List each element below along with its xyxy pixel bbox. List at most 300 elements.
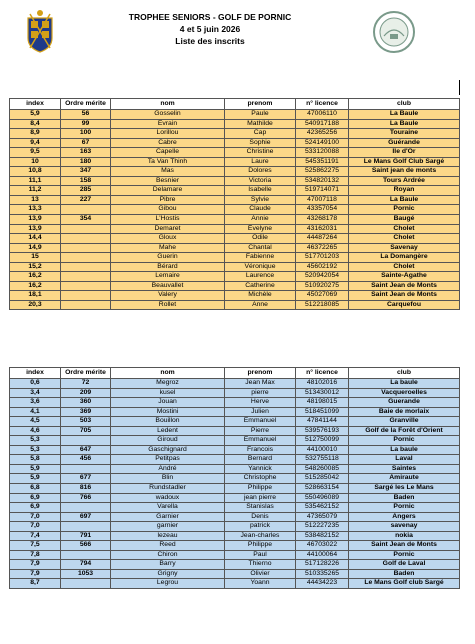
table-row [10,300,460,310]
merit-cell: 369 [61,407,111,417]
index-cell: 3,4 [10,388,61,398]
page-subtitle: Liste des inscrits [175,36,245,46]
index-cell: 18,1 [10,291,61,301]
lastname-cell: Blin [111,474,225,484]
licence-cell: 520942054 [296,272,349,282]
firstname-cell: Fabienne [225,253,296,263]
index-cell: 13 [10,195,61,205]
table-row [10,234,460,244]
column-header-licence: n° licence [296,368,349,379]
licence-cell: 44434223 [296,579,349,589]
club-cell: Saintes [349,464,460,474]
index-cell: 9,5 [10,148,61,158]
club-cell: Baie de morlaix [349,407,460,417]
table-row [10,176,460,186]
licence-cell: 46703022 [296,541,349,551]
association-logo [12,4,68,66]
club-cell: Laval [349,455,460,465]
lastname-cell: Ta Van Thinh [111,157,225,167]
club-cell: Cholet [349,224,460,234]
merit-cell: 285 [61,186,111,196]
table-row [10,291,460,301]
index-cell: 9,4 [10,138,61,148]
licence-cell: 43357054 [296,205,349,215]
licence-cell: 532755118 [296,455,349,465]
column-header-licence: n° licence [296,99,349,110]
page-header [0,0,475,80]
club-cell: Baden [349,493,460,503]
table-header-row [10,99,460,110]
merit-cell [61,436,111,446]
licence-cell: 44100010 [296,445,349,455]
firstname-cell: patrick [225,522,296,532]
licence-cell: 47006110 [296,110,349,120]
club-cell: Saint Jean de Monts [349,281,460,291]
table-row [10,484,460,494]
lastname-cell: Jouan [111,398,225,408]
club-cell: Saint Jean de Monts [349,541,460,551]
table-row [10,493,460,503]
column-header-firstname: prenom [225,99,296,110]
club-cell: Saint Jean de Monts [349,291,460,301]
index-cell: 8,4 [10,119,61,129]
lastname-cell: Legrou [111,579,225,589]
column-header-lastname: nom [111,99,225,110]
club-cell: Baugé [349,215,460,225]
lastname-cell: L'Hostis [111,215,225,225]
index-cell: 8,9 [10,129,61,139]
lastname-cell: Valery [111,291,225,301]
table-row [10,148,460,158]
licence-cell: 48102016 [296,379,349,389]
firstname-cell: Francois [225,445,296,455]
table-row [10,110,460,120]
index-cell: 7,9 [10,569,61,579]
index-cell: 4,5 [10,417,61,427]
merit-cell: 209 [61,388,111,398]
index-cell: 8,7 [10,579,61,589]
licence-cell: 548260085 [296,464,349,474]
club-cell: Guerande [349,398,460,408]
index-cell: 10,8 [10,167,61,177]
index-cell: 6,9 [10,493,61,503]
firstname-cell: Emmanuel [225,417,296,427]
club-cell: La Baule [349,119,460,129]
index-cell: 5,3 [10,436,61,446]
club-cell: Amiraute [349,474,460,484]
table-row [10,445,460,455]
licence-cell: 512750099 [296,436,349,446]
golf-course-logo [372,10,416,54]
index-cell: 6,8 [10,484,61,494]
column-header-merit: Ordre mérite [61,99,111,110]
club-cell: Cholet [349,262,460,272]
merit-cell [61,464,111,474]
merit-cell: 697 [61,512,111,522]
index-cell: 13,9 [10,215,61,225]
merit-cell [61,243,111,253]
club-cell: Ile d'Or [349,148,460,158]
merit-cell: 100 [61,129,111,139]
firstname-cell: Christophe [225,474,296,484]
table-row [10,417,460,427]
table-row [10,512,460,522]
table-row [10,407,460,417]
table-header-row [10,368,460,379]
lastname-cell: Gaschignard [111,445,225,455]
firstname-cell: Emmanuel [225,436,296,446]
table-row [10,503,460,513]
index-cell: 7,5 [10,541,61,551]
table-row [10,550,460,560]
merit-cell: 347 [61,167,111,177]
table-row [10,474,460,484]
lastname-cell: Barry [111,560,225,570]
licence-cell: 545351191 [296,157,349,167]
index-cell: 7,0 [10,522,61,532]
merit-cell: 456 [61,455,111,465]
table-row [10,272,460,282]
table-row [10,426,460,436]
table-row [10,243,460,253]
licence-cell: 44100064 [296,550,349,560]
merit-cell [61,291,111,301]
merit-cell: 227 [61,195,111,205]
firstname-cell: Michèle [225,291,296,301]
merit-cell [61,253,111,263]
table-row [10,281,460,291]
table-row [10,129,460,139]
lastname-cell: Demaret [111,224,225,234]
firstname-cell: Isabelle [225,186,296,196]
merit-cell: 72 [61,379,111,389]
table-row [10,388,460,398]
merit-cell [61,550,111,560]
lastname-cell: Mas [111,167,225,177]
merit-cell [61,224,111,234]
lastname-cell: Gibou [111,205,225,215]
firstname-cell: Philippe [225,484,296,494]
lastname-cell: kusel [111,388,225,398]
index-cell: 5,9 [10,464,61,474]
firstname-cell: Odile [225,234,296,244]
index-cell: 7,8 [10,550,61,560]
licence-cell: 43162031 [296,224,349,234]
lastname-cell: Megroz [111,379,225,389]
club-cell: La Domangère [349,253,460,263]
club-cell: Savenay [349,243,460,253]
merit-cell: 99 [61,119,111,129]
firstname-cell: Yoann [225,579,296,589]
licence-cell: 539576193 [296,426,349,436]
lastname-cell: lezeau [111,531,225,541]
lastname-cell: Capelle [111,148,225,158]
lastname-cell: Petitpas [111,455,225,465]
firstname-cell: Anne [225,300,296,310]
firstname-cell: Denis [225,512,296,522]
index-cell: 4,1 [10,407,61,417]
licence-cell: 45602192 [296,262,349,272]
lastname-cell: Mahe [111,243,225,253]
column-header-lastname: nom [111,368,225,379]
licence-cell: 525862275 [296,167,349,177]
firstname-cell: Victoria [225,176,296,186]
firstname-cell: Dolores [225,167,296,177]
merit-cell [61,579,111,589]
licence-cell: 43268178 [296,215,349,225]
club-cell: Tours Ardrée [349,176,460,186]
table-row [10,579,460,589]
lastname-cell: Bouillon [111,417,225,427]
merit-cell: 794 [61,560,111,570]
registrants-table-women [9,98,460,310]
index-cell: 16,2 [10,272,61,282]
lastname-cell: Reed [111,541,225,551]
table-row [10,560,460,570]
lastname-cell: Varella [111,503,225,513]
table-row [10,205,460,215]
merit-cell: 67 [61,138,111,148]
club-cell: Carquefou [349,300,460,310]
table-row [10,224,460,234]
lastname-cell: Mostini [111,407,225,417]
club-cell: Touraine [349,129,460,139]
merit-cell [61,262,111,272]
club-cell: Sargé les Le Mans [349,484,460,494]
index-cell: 14,9 [10,243,61,253]
lastname-cell: Lorillou [111,129,225,139]
lastname-cell: André [111,464,225,474]
table-row [10,398,460,408]
table-row [10,464,460,474]
licence-cell: 518451099 [296,407,349,417]
lastname-cell: Pibre [111,195,225,205]
column-header-index: index [10,99,61,110]
index-cell: 11,2 [10,186,61,196]
table-row [10,138,460,148]
licence-cell: 528663154 [296,484,349,494]
firstname-cell: Annie [225,215,296,225]
licence-cell: 538482152 [296,531,349,541]
licence-cell: 46372265 [296,243,349,253]
lastname-cell: Grigny [111,569,225,579]
page-border-line [459,80,460,95]
golf-club-crest-icon [12,4,68,66]
lastname-cell: Bérard [111,262,225,272]
index-cell: 7,0 [10,512,61,522]
index-cell: 7,4 [10,531,61,541]
index-cell: 13,9 [10,224,61,234]
club-cell: Saint jean de monts [349,167,460,177]
lastname-cell: Chiron [111,550,225,560]
index-cell: 11,1 [10,176,61,186]
club-cell: La Baule [349,110,460,120]
club-cell: Golf de la Forêt d'Orient [349,426,460,436]
club-cell: Golf de Laval [349,560,460,570]
firstname-cell: jean pierre [225,493,296,503]
merit-cell: 816 [61,484,111,494]
index-cell: 0,6 [10,379,61,389]
table-row [10,455,460,465]
firstname-cell: Laurence [225,272,296,282]
table-row [10,379,460,389]
licence-cell: 48198015 [296,398,349,408]
firstname-cell: Jean Max [225,379,296,389]
lastname-cell: Garnier [111,512,225,522]
lastname-cell: Besnier [111,176,225,186]
merit-cell: 163 [61,148,111,158]
merit-cell: 766 [61,493,111,503]
licence-cell: 533120088 [296,148,349,158]
page-title: TROPHEE SENIORS - GOLF DE PORNIC [128,12,292,22]
licence-cell: 45027069 [296,291,349,301]
merit-cell: 360 [61,398,111,408]
merit-cell [61,205,111,215]
table-row [10,569,460,579]
licence-cell: 550496089 [296,493,349,503]
licence-cell: 534820132 [296,176,349,186]
lastname-cell: Evrain [111,119,225,129]
index-cell: 5,8 [10,455,61,465]
index-cell: 5,9 [10,474,61,484]
event-dates: 4 et 5 juin 2026 [179,24,241,34]
merit-cell [61,300,111,310]
club-cell: Royan [349,186,460,196]
index-cell: 15 [10,253,61,263]
table-row [10,195,460,205]
firstname-cell: Laure [225,157,296,167]
licence-cell: 47841144 [296,417,349,427]
lastname-cell: Giroud [111,436,225,446]
merit-cell [61,503,111,513]
firstname-cell: Paule [225,110,296,120]
index-cell: 4,6 [10,426,61,436]
index-cell: 15,2 [10,262,61,272]
licence-cell: 44487264 [296,234,349,244]
merit-cell: 503 [61,417,111,427]
index-cell: 6,9 [10,503,61,513]
merit-cell: 647 [61,445,111,455]
firstname-cell: Olivier [225,569,296,579]
licence-cell: 513430012 [296,388,349,398]
lastname-cell: Guerin [111,253,225,263]
merit-cell: 566 [61,541,111,551]
licence-cell: 510335265 [296,569,349,579]
club-cell: Pornic [349,503,460,513]
index-cell: 5,9 [10,110,61,120]
club-cell: savenay [349,522,460,532]
table-row [10,167,460,177]
table-row [10,186,460,196]
firstname-cell: Évelyne [225,224,296,234]
table-row [10,119,460,129]
merit-cell: 354 [61,215,111,225]
index-cell: 14,4 [10,234,61,244]
table-row [10,541,460,551]
club-cell: Cholet [349,234,460,244]
table-row [10,522,460,532]
licence-cell: 524149100 [296,138,349,148]
licence-cell: 47365079 [296,512,349,522]
club-cell: La baule [349,445,460,455]
merit-cell: 158 [61,176,111,186]
club-cell: Angers [349,512,460,522]
club-cell: Sainte-Agathe [349,272,460,282]
firstname-cell: Stanislas [225,503,296,513]
firstname-cell: Claude [225,205,296,215]
club-cell: Pornic [349,436,460,446]
column-header-club: club [349,99,460,110]
firstname-cell: Mathilde [225,119,296,129]
table-row [10,531,460,541]
index-cell: 20,3 [10,300,61,310]
index-cell: 16,2 [10,281,61,291]
licence-cell: 535462152 [296,503,349,513]
merit-cell: 180 [61,157,111,167]
club-cell: nokia [349,531,460,541]
licence-cell: 47007118 [296,195,349,205]
firstname-cell: Chantal [225,243,296,253]
merit-cell [61,522,111,532]
index-cell: 7,9 [10,560,61,570]
firstname-cell: Jean-charles [225,531,296,541]
merit-cell [61,272,111,282]
merit-cell [61,234,111,244]
lastname-cell: Cabre [111,138,225,148]
merit-cell [61,281,111,291]
firstname-cell: Sylvie [225,195,296,205]
licence-cell: 42365256 [296,129,349,139]
licence-cell: 540917188 [296,119,349,129]
lastname-cell: Gosselin [111,110,225,120]
firstname-cell: Catherine [225,281,296,291]
lastname-cell: Beauvallet [111,281,225,291]
club-cell: Vacqueroelles [349,388,460,398]
club-cell: La Baule [349,195,460,205]
merit-cell: 677 [61,474,111,484]
lastname-cell: Gloux [111,234,225,244]
registrants-table-men [9,367,460,589]
table-row [10,262,460,272]
licence-cell: 517701203 [296,253,349,263]
lastname-cell: Delamare [111,186,225,196]
table-row [10,436,460,446]
table-row [10,253,460,263]
club-cell: Baden [349,569,460,579]
lastname-cell: Rollet [111,300,225,310]
club-cell: Le Mans Golf Club Sargé [349,157,460,167]
merit-cell: 56 [61,110,111,120]
table-row [10,215,460,225]
index-cell: 5,3 [10,445,61,455]
lastname-cell: Ledent [111,426,225,436]
golf-ball-badge-icon [372,10,416,54]
firstname-cell: Thierno [225,560,296,570]
club-cell: La baule [349,379,460,389]
firstname-cell: Herve [225,398,296,408]
firstname-cell: Christine [225,148,296,158]
licence-cell: 512227235 [296,522,349,532]
club-cell: Pornic [349,550,460,560]
merit-cell: 1053 [61,569,111,579]
column-header-club: club [349,368,460,379]
firstname-cell: Julien [225,407,296,417]
index-cell: 3,6 [10,398,61,408]
firstname-cell: pierre [225,388,296,398]
index-cell: 13,3 [10,205,61,215]
firstname-cell: Cap [225,129,296,139]
licence-cell: 510920275 [296,281,349,291]
